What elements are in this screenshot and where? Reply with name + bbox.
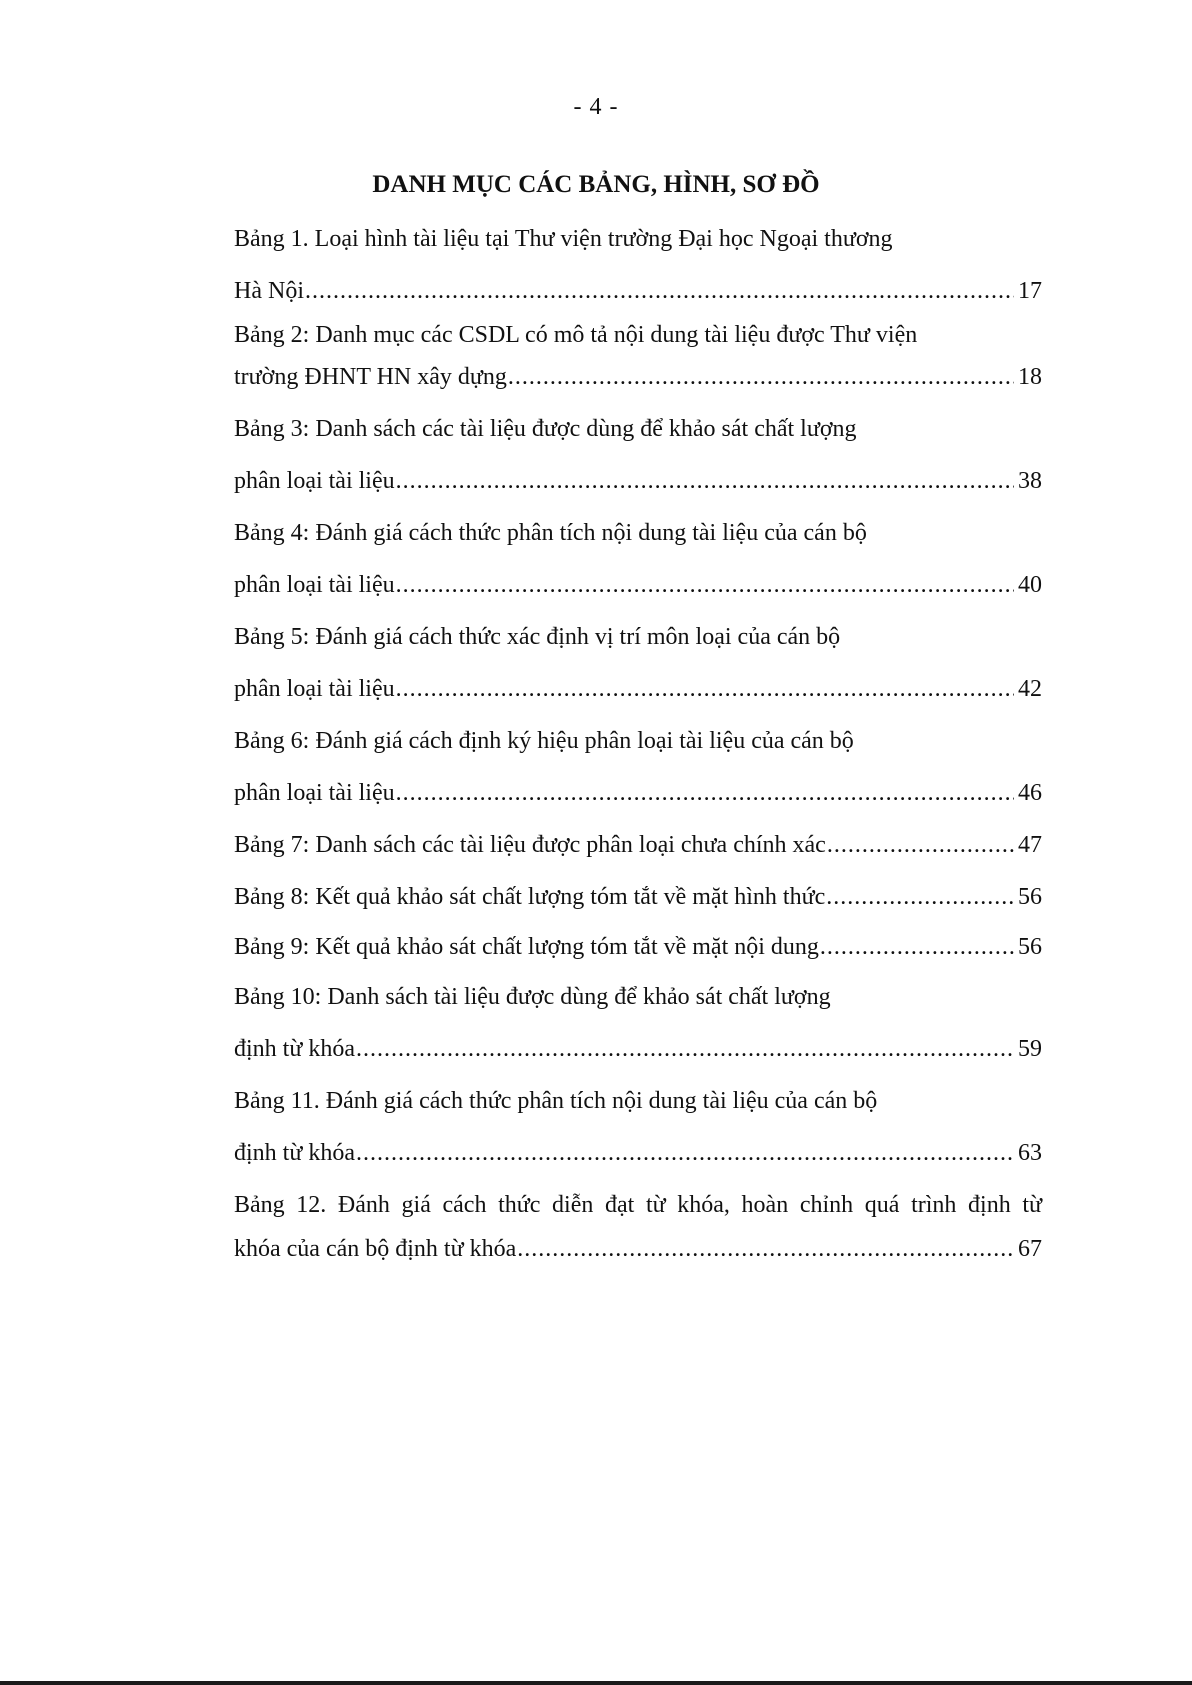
toc-page-number: 56 [1018,884,1042,910]
bottom-border [0,1681,1192,1685]
toc-entry-3-line1 [234,414,1042,444]
toc-entry-4-line1 [234,518,1042,548]
toc-entry-text: Bảng 6: Đánh giá cách định ký hiệu phân loại tài liệu của cán bộ [234,728,854,754]
toc-entry-1-line1 [234,224,1042,254]
toc-entry-12-line1 [234,1190,1042,1220]
dot-leader [826,882,1014,912]
toc-page-number: 40 [1018,572,1042,598]
toc-page-number: 42 [1018,676,1042,702]
toc-entry-text: Bảng 1. Loại hình tài liệu tại Thư viện trường Đại học Ngoại thương [234,226,893,252]
dot-leader [305,276,1014,306]
toc-entry-text: Bảng 2: Danh mục các CSDL có mô tả nội dung tài liệu được Thư viện [234,322,918,348]
toc-entry-text: khóa của cán bộ định từ khóa [234,1236,517,1262]
toc-entry-text: Bảng 5: Đánh giá cách thức xác định vị trí môn loại của cán bộ [234,624,841,650]
toc-entry-10-line1 [234,982,1042,1012]
toc-entry-text: Bảng 4: Đánh giá cách thức phân tích nội dung tài liệu của cán bộ [234,520,867,546]
toc-entry-11-line1 [234,1086,1042,1116]
table-of-tables [234,224,1042,1264]
toc-entry-text: phân loại tài liệu [234,572,395,598]
toc-entry-text: Hà Nội [234,278,304,304]
toc-entry-text: Bảng 9: Kết quả khảo sát chất lượng tóm tắt về mặt nội dung [234,934,819,960]
toc-entry-7[interactable] [234,830,1042,860]
toc-entry-text: phân loại tài liệu [234,468,395,494]
toc-page-number: 18 [1018,364,1042,390]
toc-page-number: 63 [1018,1140,1042,1166]
toc-entry-11-line2[interactable] [234,1138,1042,1168]
dot-leader [820,932,1014,962]
toc-entry-text: Bảng 3: Danh sách các tài liệu được dùng để khảo sát chất lượng [234,416,857,442]
toc-entry-9[interactable] [234,932,1042,962]
toc-entry-text: Bảng 11. Đánh giá cách thức phân tích nội dung tài liệu của cán bộ [234,1088,878,1114]
toc-entry-text: trường ĐHNT HN xây dựng [234,364,507,390]
toc-entry-2-line2[interactable] [234,362,1042,392]
toc-page-number: 46 [1018,780,1042,806]
toc-page-number: 67 [1018,1236,1042,1262]
toc-entry-8[interactable] [234,882,1042,912]
dot-leader [396,570,1014,600]
toc-entry-text: định từ khóa [234,1036,355,1062]
toc-page-number: 38 [1018,468,1042,494]
page-number: - 4 - [573,94,619,120]
dot-leader [396,674,1014,704]
toc-entry-text: Bảng 12. Đánh giá cách thức diễn đạt từ khóa, hoàn chỉnh quá trình định từ [234,1192,1042,1218]
toc-entry-text: Bảng 10: Danh sách tài liệu được dùng để khảo sát chất lượng [234,984,831,1010]
toc-entry-6-line1 [234,726,1042,756]
toc-entry-5-line2[interactable] [234,674,1042,704]
toc-entry-5-line1 [234,622,1042,652]
toc-entry-text: định từ khóa [234,1140,355,1166]
toc-entry-4-line2[interactable] [234,570,1042,600]
dot-leader [827,830,1014,860]
toc-entry-text: Bảng 7: Danh sách các tài liệu được phân loại chưa chính xác [234,832,826,858]
toc-entry-text: phân loại tài liệu [234,676,395,702]
dot-leader [356,1034,1014,1064]
page-title: DANH MỤC CÁC BẢNG, HÌNH, SƠ ĐỒ [372,171,820,198]
toc-page-number: 56 [1018,934,1042,960]
toc-entry-6-line2[interactable] [234,778,1042,808]
toc-entry-12-line2[interactable] [234,1234,1042,1264]
toc-page-number: 17 [1018,278,1042,304]
toc-entry-2-line1 [234,320,1042,350]
toc-entry-text: phân loại tài liệu [234,780,395,806]
dot-leader [396,466,1014,496]
toc-page-number: 59 [1018,1036,1042,1062]
toc-entry-10-line2[interactable] [234,1034,1042,1064]
dot-leader [517,1234,1014,1264]
toc-entry-1-line2[interactable] [234,276,1042,306]
toc-entry-3-line2[interactable] [234,466,1042,496]
dot-leader [396,778,1014,808]
toc-page-number: 47 [1018,832,1042,858]
dot-leader [508,362,1014,392]
toc-entry-text: Bảng 8: Kết quả khảo sát chất lượng tóm tắt về mặt hình thức [234,884,826,910]
dot-leader [356,1138,1014,1168]
